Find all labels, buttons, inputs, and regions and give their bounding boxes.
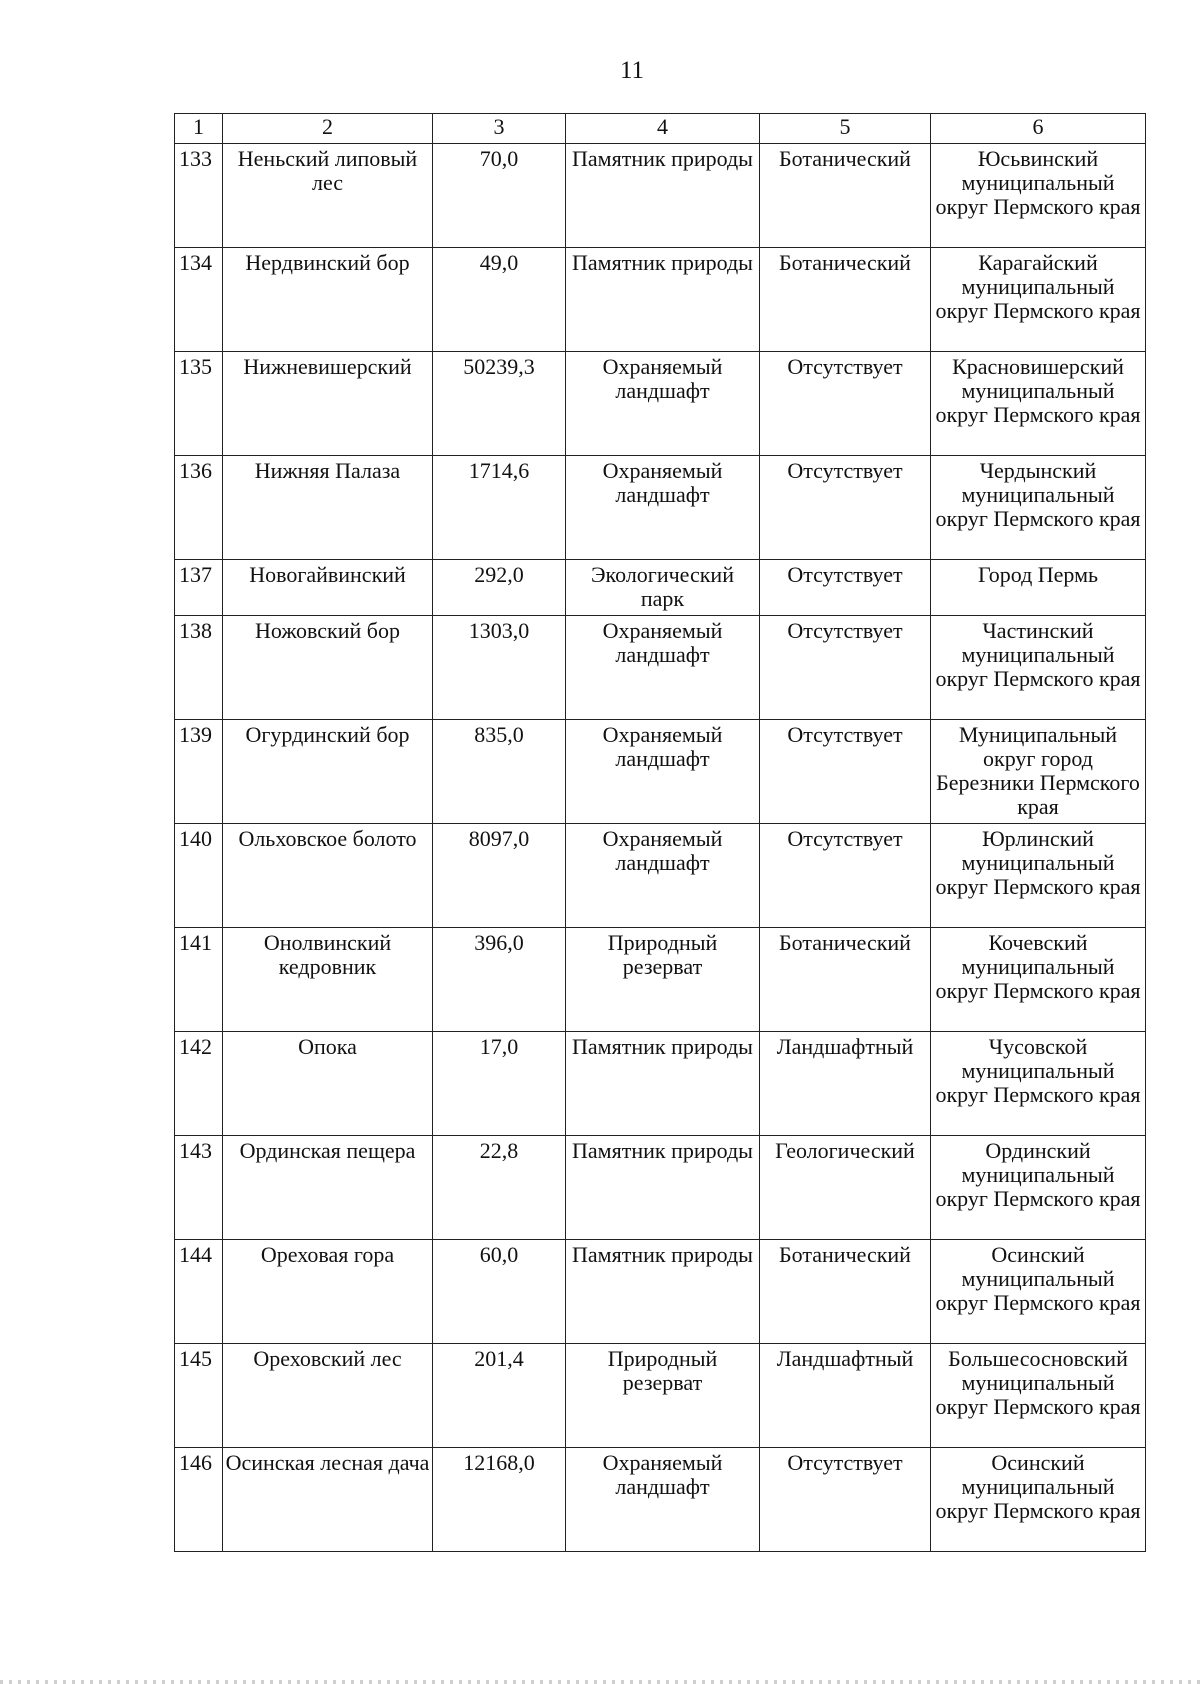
column-header: 3 [433,114,566,144]
table-row [175,1344,1146,1448]
area-name-cell: Новогайвинский [223,560,433,616]
profile-cell: Ландшафтный [760,1032,931,1136]
profile-cell: Ботанический [760,1240,931,1344]
profile-cell: Отсутствует [760,1448,931,1552]
row-number-cell: 137 [175,560,223,616]
area-name-cell: Огурдинский бор [223,720,433,824]
table-header-row [175,114,1146,144]
area-name-cell: Ореховая гора [223,1240,433,1344]
area-size-cell: 835,0 [433,720,566,824]
row-number-cell: 141 [175,928,223,1032]
category-cell: Охраняемый ландшафт [566,456,760,560]
location-cell: Осинский муниципальный округ Пермского края [931,1240,1146,1344]
table-row [175,144,1146,248]
column-header: 1 [175,114,223,144]
category-cell: Памятник природы [566,144,760,248]
profile-cell: Ландшафтный [760,1344,931,1448]
category-cell: Охраняемый ландшафт [566,1448,760,1552]
location-cell: Ординский муниципальный округ Пермского края [931,1136,1146,1240]
table-row [175,1032,1146,1136]
protected-areas-table [174,113,1146,1552]
area-name-cell: Нижняя Палаза [223,456,433,560]
area-size-cell: 22,8 [433,1136,566,1240]
area-size-cell: 1714,6 [433,456,566,560]
category-cell: Памятник природы [566,1136,760,1240]
area-name-cell: Ольховское болото [223,824,433,928]
category-cell: Охраняемый ландшафт [566,720,760,824]
category-cell: Природный резерват [566,1344,760,1448]
area-size-cell: 396,0 [433,928,566,1032]
area-size-cell: 292,0 [433,560,566,616]
table-row [175,248,1146,352]
column-header: 4 [566,114,760,144]
location-cell: Красновишерский муниципальный округ Пермского края [931,352,1146,456]
location-cell: Чердынский муниципальный округ Пермского края [931,456,1146,560]
location-cell: Муниципальный округ город Березники Пермского края [931,720,1146,824]
table-row [175,928,1146,1032]
row-number-cell: 143 [175,1136,223,1240]
profile-cell: Отсутствует [760,560,931,616]
row-number-cell: 144 [175,1240,223,1344]
area-name-cell: Осинская лесная дача [223,1448,433,1552]
row-number-cell: 138 [175,616,223,720]
table-row [175,352,1146,456]
area-name-cell: Ординская пещера [223,1136,433,1240]
category-cell: Памятник природы [566,248,760,352]
table-row [175,1448,1146,1552]
category-cell: Охраняемый ландшафт [566,616,760,720]
profile-cell: Отсутствует [760,824,931,928]
area-name-cell: Опока [223,1032,433,1136]
category-cell: Охраняемый ландшафт [566,352,760,456]
row-number-cell: 135 [175,352,223,456]
area-size-cell: 1303,0 [433,616,566,720]
category-cell: Охраняемый ландшафт [566,824,760,928]
category-cell: Памятник природы [566,1032,760,1136]
profile-cell: Отсутствует [760,456,931,560]
area-name-cell: Нердвинский бор [223,248,433,352]
column-header: 2 [223,114,433,144]
profile-cell: Отсутствует [760,616,931,720]
column-header: 6 [931,114,1146,144]
location-cell: Город Пермь [931,560,1146,616]
profile-cell: Отсутствует [760,720,931,824]
table-row [175,616,1146,720]
profile-cell: Ботанический [760,144,931,248]
area-size-cell: 201,4 [433,1344,566,1448]
location-cell: Осинский муниципальный округ Пермского края [931,1448,1146,1552]
row-number-cell: 139 [175,720,223,824]
area-name-cell: Неньский липовый лес [223,144,433,248]
category-cell: Памятник природы [566,1240,760,1344]
table-row [175,456,1146,560]
location-cell: Частинский муниципальный округ Пермского края [931,616,1146,720]
column-header: 5 [760,114,931,144]
area-name-cell: Ножовский бор [223,616,433,720]
row-number-cell: 145 [175,1344,223,1448]
area-name-cell: Ореховский лес [223,1344,433,1448]
row-number-cell: 142 [175,1032,223,1136]
area-size-cell: 8097,0 [433,824,566,928]
table-row [175,1136,1146,1240]
row-number-cell: 146 [175,1448,223,1552]
location-cell: Кочевский муниципальный округ Пермского края [931,928,1146,1032]
area-name-cell: Нижневишерский [223,352,433,456]
category-cell: Экологический парк [566,560,760,616]
table-row [175,560,1146,616]
area-size-cell: 70,0 [433,144,566,248]
category-cell: Природный резерват [566,928,760,1032]
area-size-cell: 49,0 [433,248,566,352]
location-cell: Юрлинский муниципальный округ Пермского края [931,824,1146,928]
area-size-cell: 17,0 [433,1032,566,1136]
table-row [175,824,1146,928]
profile-cell: Ботанический [760,928,931,1032]
profile-cell: Геологический [760,1136,931,1240]
row-number-cell: 140 [175,824,223,928]
location-cell: Карагайский муниципальный округ Пермского края [931,248,1146,352]
table-row [175,720,1146,824]
area-size-cell: 50239,3 [433,352,566,456]
row-number-cell: 136 [175,456,223,560]
area-size-cell: 60,0 [433,1240,566,1344]
page-number: 11 [619,57,645,84]
profile-cell: Ботанический [760,248,931,352]
table-row [175,1240,1146,1344]
area-size-cell: 12168,0 [433,1448,566,1552]
area-name-cell: Онолвинский кедровник [223,928,433,1032]
profile-cell: Отсутствует [760,352,931,456]
location-cell: Чусовской муниципальный округ Пермского края [931,1032,1146,1136]
row-number-cell: 133 [175,144,223,248]
row-number-cell: 134 [175,248,223,352]
scan-edge-artifact [0,1680,1200,1684]
location-cell: Большесосновский муниципальный округ Пермского края [931,1344,1146,1448]
location-cell: Юсьвинский муниципальный округ Пермского края [931,144,1146,248]
